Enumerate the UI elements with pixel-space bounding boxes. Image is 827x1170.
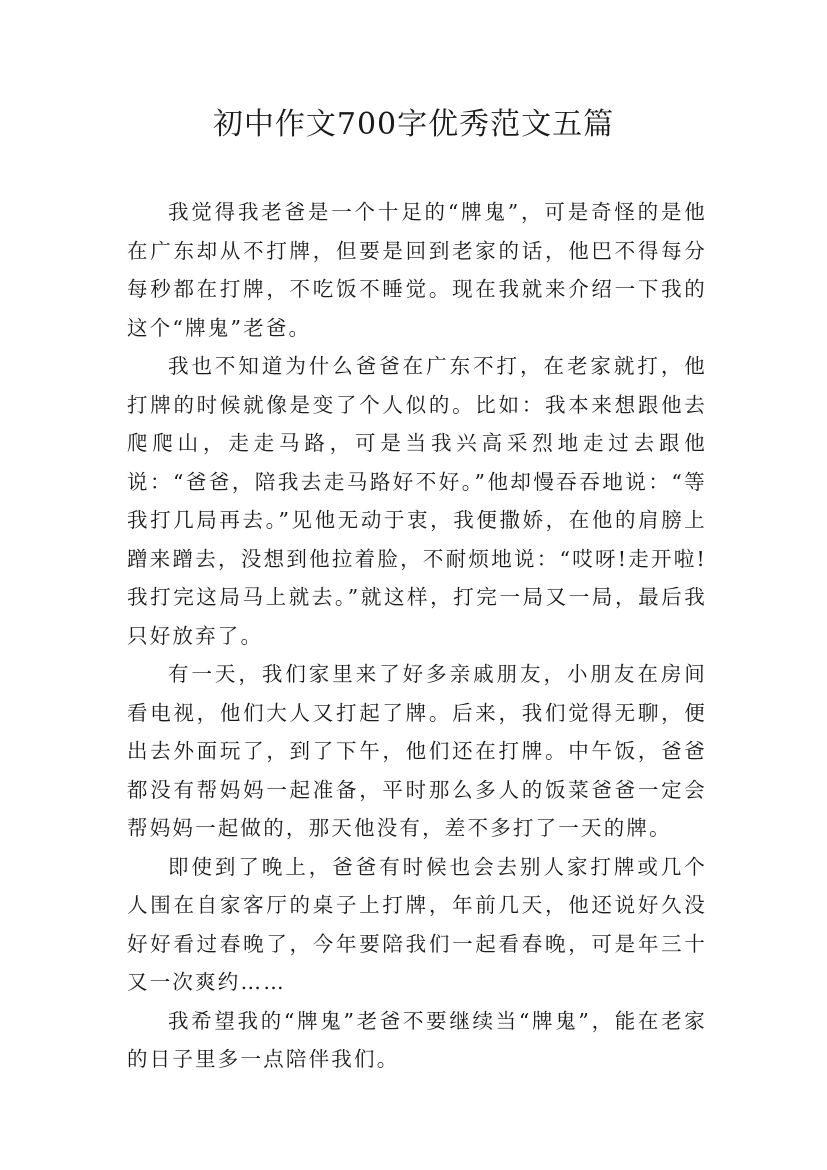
paragraph: 有一天，我们家里来了好多亲戚朋友，小朋友在房间看电视，他们大人又打起了牌。后来，我们觉得无聊，便出去外面玩了，到了下午，他们还在打牌。中午饭，爸爸都没有帮妈妈一起准备，平时那么多人的饭菜爸爸一定会帮妈妈一起做的，那天他没有，差不多打了一天的牌。 xyxy=(127,662,707,840)
document-title: 初中作文700字优秀范文五篇 xyxy=(212,107,615,142)
paragraph: 即使到了晚上，爸爸有时候也会去别人家打牌或几个人围在自家客厅的桌子上打牌，年前几天，他还说好久没好好看过春晚了，今年要陪我们一起看春晚，可是年三十又一次爽约…… xyxy=(127,854,707,994)
paragraph: 我觉得我老爸是一个十足的“牌鬼”，可是奇怪的是他在广东却从不打牌，但要是回到老家的话，他巴不得每分每秒都在打牌，不吃饭不睡觉。现在我就来介绍一下我的这个“牌鬼”老爸。 xyxy=(127,200,707,340)
paragraph: 我也不知道为什么爸爸在广东不打，在老家就打，他打牌的时候就像是变了个人似的。比如：我本来想跟他去爬爬山，走走马路，可是当我兴高采烈地走过去跟他说：“爸爸，陪我去走马路好不好。”他却慢吞吞地说：“等我打几局再去。”见他无动于衷，我便撒娇，在他的肩膀上蹭来蹭去，没想到他拉着脸，不耐烦地说：“哎呀!走开啦!我打完这局马上就去。”就这样，打完一局又一局，最后我只好放弃了。 xyxy=(127,354,707,648)
paragraph: 我希望我的“牌鬼”老爸不要继续当“牌鬼”，能在老家的日子里多一点陪伴我们。 xyxy=(127,1008,707,1071)
document-body xyxy=(127,193,707,1079)
